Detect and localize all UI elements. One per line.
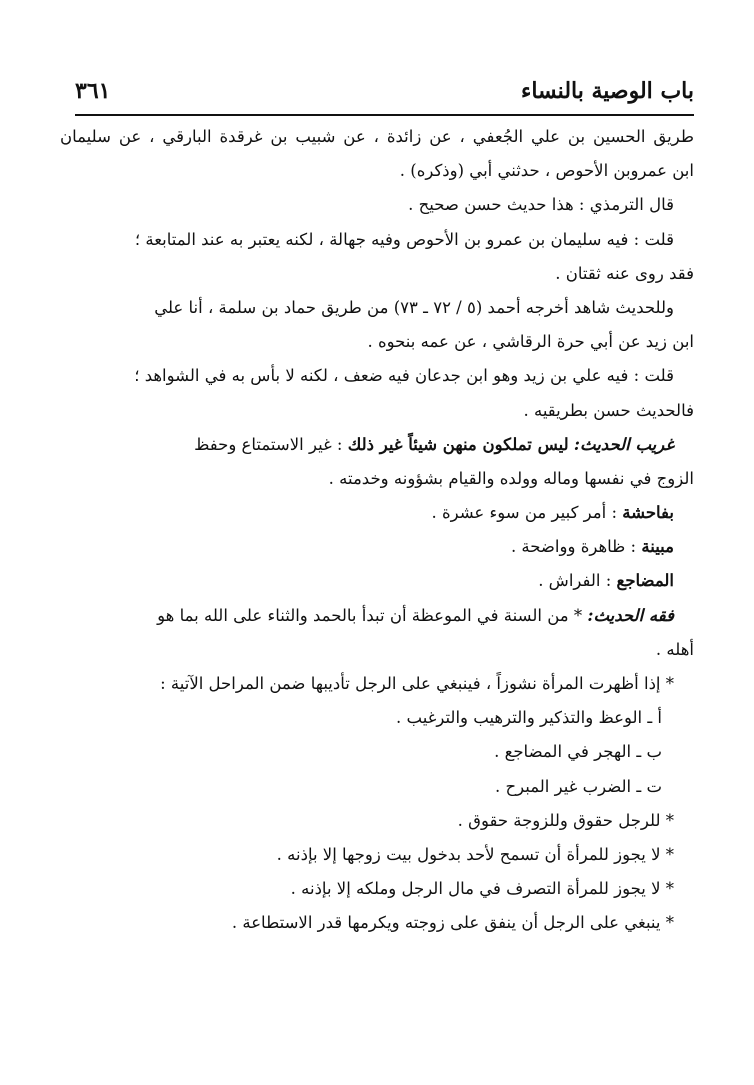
sub-item: أ ـ الوعظ والتذكير والترهيب والترغيب . [396, 708, 662, 728]
gharib-heading: غريب الحديث: [573, 434, 674, 454]
page-number: ٣٦١ [75, 78, 111, 104]
text-line: فالحديث حسن بطريقيه . [523, 400, 694, 420]
text-line: طريق الحسين بن علي الجُعفي ، عن زائدة ، عن شبيب بن غرقدة البارقي ، عن سليمان [60, 127, 694, 146]
text-line: أهله . [655, 639, 694, 659]
sub-item: ب ـ الهجر في المضاجع . [494, 742, 662, 762]
bullet-item: * إذا أظهرت المرأة نشوزاً ، فينبغي على الرجل تأديبها ضمن المراحل الآتية : [160, 674, 674, 693]
definition-term: المضاجع [616, 571, 674, 591]
text-line: فقد روى عنه ثقتان . [555, 263, 694, 283]
text-line: الزوج في نفسها وماله وولده والقيام بشؤونه وخدمته . [328, 468, 694, 488]
bullet-item: * لا يجوز للمرأة التصرف في مال الرجل وملكه إلا بإذنه . [290, 879, 674, 899]
page-header [75, 76, 694, 112]
text-line: ابن عمروبن الأحوص ، حدثني أبي (وذكره) . [399, 161, 694, 181]
text-line: قلت : فيه علي بن زيد وهو ابن جدعان فيه ضعف ، لكنه لا بأس به في الشواهد ؛ [134, 366, 674, 386]
bullet-item: * لا يجوز للمرأة أن تسمح لأحد بدخول بيت زوجها إلا بإذنه . [276, 844, 674, 864]
gharib-line [60, 428, 694, 462]
text-line: قلت : فيه سليمان بن عمرو بن الأحوص وفيه جهالة ، لكنه يعتبر به عند المتابعة ؛ [134, 229, 674, 249]
definition-term: مبينة [641, 537, 674, 557]
fiqh-heading: فقه الحديث: [587, 605, 674, 625]
text-line: قال الترمذي : هذا حديث حسن صحيح . [408, 195, 674, 215]
definition-text: : أمر كبير من سوء عشرة . [431, 503, 618, 523]
header-divider [75, 114, 694, 116]
bullet-item: * ينبغي على الرجل أن ينفق على زوجته ويكرمها قدر الاستطاعة . [231, 913, 674, 933]
bullet-item: * للرجل حقوق وللزوجة حقوق . [457, 810, 674, 830]
definition-term: بفاحشة [622, 503, 674, 523]
text-line: وللحديث شاهد أخرجه أحمد (٥ / ٧٢ ـ ٧٣) من طريق حماد بن سلمة ، أنا علي [154, 297, 674, 317]
sub-item: ت ـ الضرب غير المبرح . [495, 776, 662, 796]
fiqh-rest: * من السنة في الموعظة أن تبدأ بالحمد والثناء على الله بما هو [157, 605, 583, 625]
definition-text: : الفراش . [538, 571, 612, 591]
definition-line [60, 530, 694, 564]
definition-line [60, 496, 694, 530]
fiqh-line [60, 599, 694, 633]
definition-line [60, 564, 694, 598]
chapter-title: باب الوصية بالنساء [521, 78, 694, 104]
gharib-rest: : غير الاستمتاع وحفظ [194, 434, 343, 454]
gharib-quote: ليس تملكون منهن شيئاً غير ذلك [347, 434, 569, 454]
page-body [60, 120, 694, 941]
definition-text: : ظاهرة وواضحة . [510, 537, 637, 557]
text-line: ابن زيد عن أبي حرة الرقاشي ، عن عمه بنحوه . [367, 332, 694, 352]
